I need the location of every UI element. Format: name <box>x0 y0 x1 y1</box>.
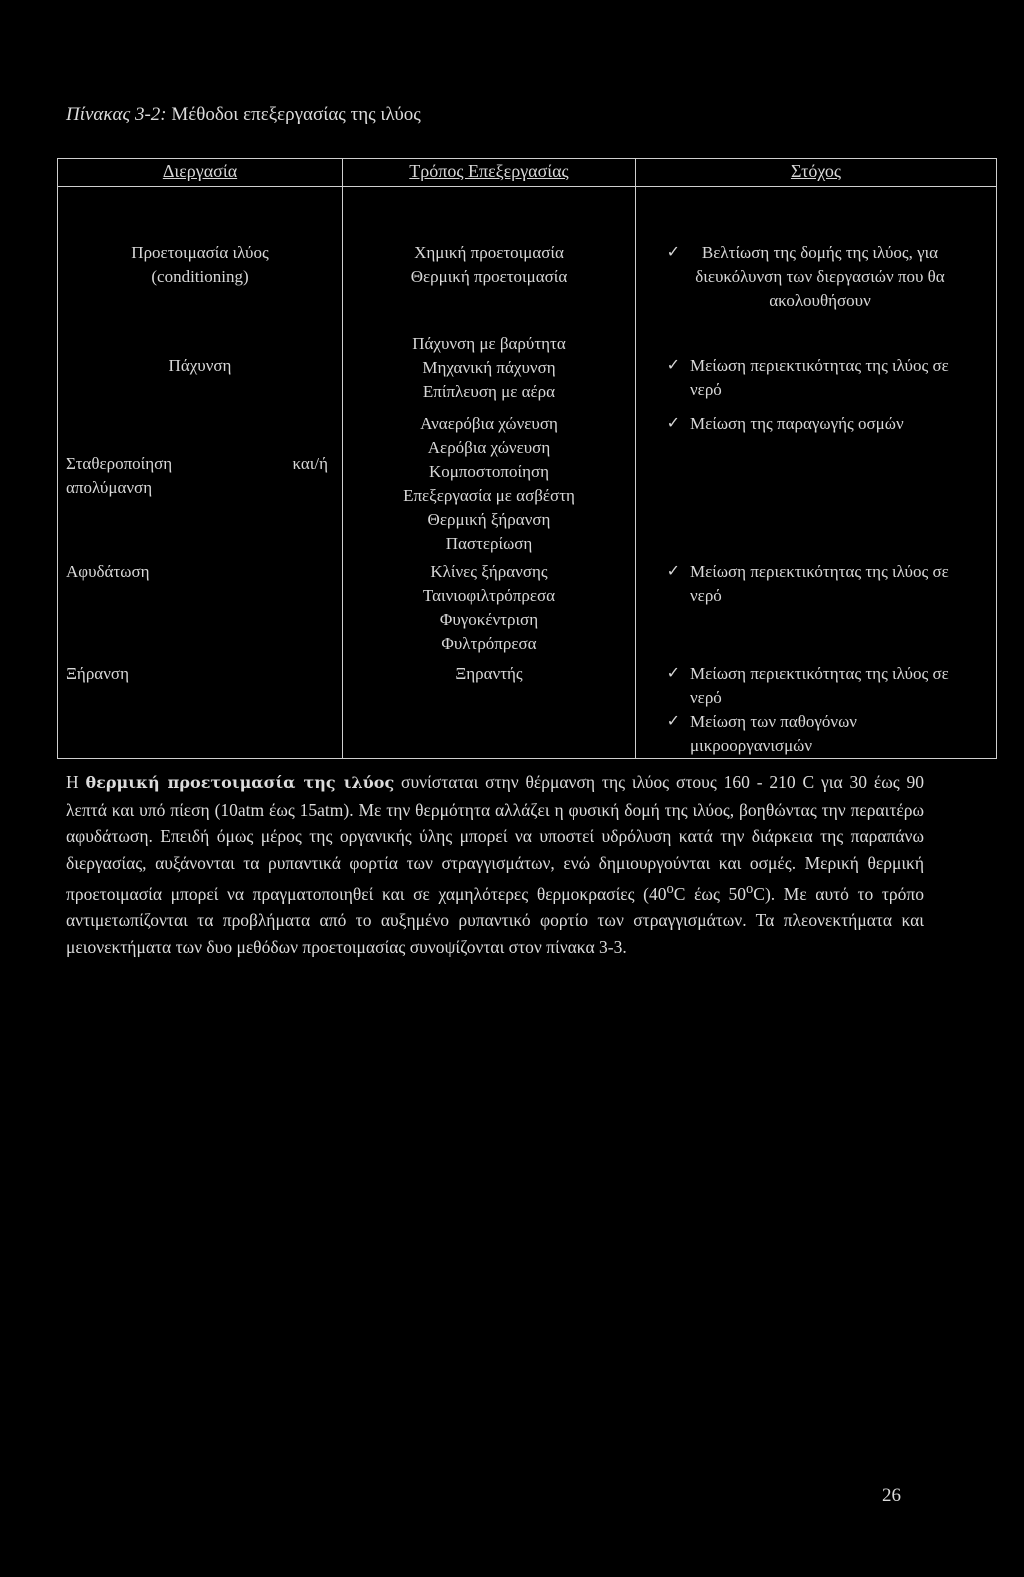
method-cell <box>343 412 636 558</box>
process-line: Αφυδάτωση <box>66 561 150 581</box>
goal-item <box>636 412 996 436</box>
header-process: Διεργασία <box>58 159 343 187</box>
table-caption <box>66 104 421 126</box>
process-line: Σταθεροποίηση και/ή <box>66 453 328 473</box>
goal-text: Μείωση των παθογόνων μικροοργανισμών <box>690 711 857 755</box>
goal-cell <box>636 558 997 662</box>
table-row <box>58 187 997 330</box>
method-cell <box>343 187 636 330</box>
method-cell <box>343 662 636 759</box>
method-line: Αναερόβια χώνευση <box>420 413 558 433</box>
processing-methods-table <box>57 158 997 759</box>
process-cell <box>58 187 343 330</box>
goal-text: Μείωση περιεκτικότητας της ιλύος σε νερό <box>690 355 949 399</box>
method-line: Χημική προετοιμασία <box>414 243 564 262</box>
table-row <box>58 412 997 558</box>
method-line: Κλίνες ξήρανσης <box>430 561 548 581</box>
method-cell <box>343 558 636 662</box>
caption-label: Πίνακας 3-2: <box>66 104 167 125</box>
goal-text: Μείωση της παραγωγής οσμών <box>690 413 904 433</box>
method-line: Παστερίωση <box>445 533 533 553</box>
process-line: Προετοιμασία ιλύος <box>131 243 269 262</box>
goal-item <box>636 354 996 402</box>
table-row <box>58 558 997 662</box>
header-method: Τρόπος Επεξεργασίας <box>343 159 636 187</box>
goal-item <box>636 662 996 710</box>
goal-text: Μείωση περιεκτικότητας της ιλύος σε νερό <box>690 663 949 707</box>
process-cell <box>58 412 343 558</box>
method-line: Ταινιοφιλτρόπρεσα <box>422 585 556 605</box>
checkmark-icon: ✓ <box>666 414 680 432</box>
process-cell <box>58 558 343 662</box>
checkmark-icon: ✓ <box>666 712 680 730</box>
method-cell <box>343 330 636 412</box>
bold-term: θερμική προετοιμασία της ιλύος <box>85 773 395 792</box>
table-row <box>58 662 997 759</box>
method-line: Φυλτρόπρεσα <box>441 633 537 653</box>
process-cell <box>58 330 343 412</box>
process-cell <box>58 662 343 759</box>
checkmark-icon: ✓ <box>666 356 680 374</box>
method-line: Μηχανική πάχυνση <box>422 357 556 377</box>
checkmark-icon: ✓ <box>666 244 680 261</box>
method-line: Κομποστοποίηση <box>428 461 550 481</box>
table-header-row <box>58 159 997 187</box>
degree-mark: o <box>666 881 674 897</box>
body-paragraph: Η θερμική προετοιμασία της ιλύος συνίσταται στην θέρμανση της ιλύος στους 160 - 210 C για 30 έως 90 λεπτά και υπό πίεση (10atm έως 15atm). Με την θερμότητα αλλάζει η φυσική δομή της ιλύος, βοηθώντας την περαιτέρω αφυδάτωση. Επειδή όμως μέρος της οργανικής ύλης μπορεί να υποστεί υδρόλυση κατά την διάρκεια της παραπάνω διεργασίας, αυξάνονται τα ρυπαντικά φορτία των στραγγισμάτων, ενώ δημιουργούνται και οσμές. Μερική θερμική προετοιμασία μπορεί να πραγματοποιηθεί και σε χαμηλότερες θερμοκρασίες (40$^o$C έως 50$^o$C). Με αυτό το τρόπο αντιμετωπίζονται τα προβλήματα από το αυξημένο ρυπαντικό φορτίο των στραγγισμάτων. Τα πλεονεκτήματα και μειονεκτήματα των δυο μεθόδων προετοιμασίας συνοψίζονται στον πίνακα 3-3. <box>66 772 924 957</box>
caption-text: Μέθοδοι επεξεργασίας της ιλύος <box>166 104 421 125</box>
goal-text: Μείωση περιεκτικότητας της ιλύος σε νερό <box>690 561 949 605</box>
goal-cell <box>636 662 997 759</box>
goal-item <box>636 710 996 758</box>
page-number: 26 <box>882 1485 901 1506</box>
method-line: Θερμική ξήρανση <box>427 509 551 529</box>
method-line: Ξηραντής <box>455 663 523 683</box>
checkmark-icon: ✓ <box>666 664 680 682</box>
method-line: Θερμική προετοιμασία <box>410 267 568 286</box>
process-line: Ξήρανση <box>66 663 129 683</box>
process-line: (conditioning) <box>151 267 249 286</box>
table-row <box>58 330 997 412</box>
process-line: Πάχυνση <box>168 355 232 375</box>
goal-cell <box>636 330 997 412</box>
method-line: Επεξεργασία με ασβέστη <box>403 485 575 505</box>
degree-mark: o <box>745 881 754 897</box>
goal-cell <box>636 187 997 330</box>
method-line: Επίπλευση με αέρα <box>422 381 556 401</box>
goal-cell <box>636 412 997 558</box>
goal-text: Βελτίωση της δομής της ιλύος, για διευκόλυνση των διεργασιών που θα ακολουθήσουν <box>695 243 945 310</box>
checkmark-icon: ✓ <box>666 562 680 580</box>
header-goal: Στόχος <box>636 159 997 187</box>
process-line: απολύμανση <box>66 477 153 497</box>
goal-item <box>636 560 996 608</box>
method-line: Αερόβια χώνευση <box>427 437 551 457</box>
goal-item <box>636 241 996 313</box>
method-line: Φυγοκέντριση <box>439 609 539 629</box>
method-line: Πάχυνση με βαρύτητα <box>412 333 566 353</box>
